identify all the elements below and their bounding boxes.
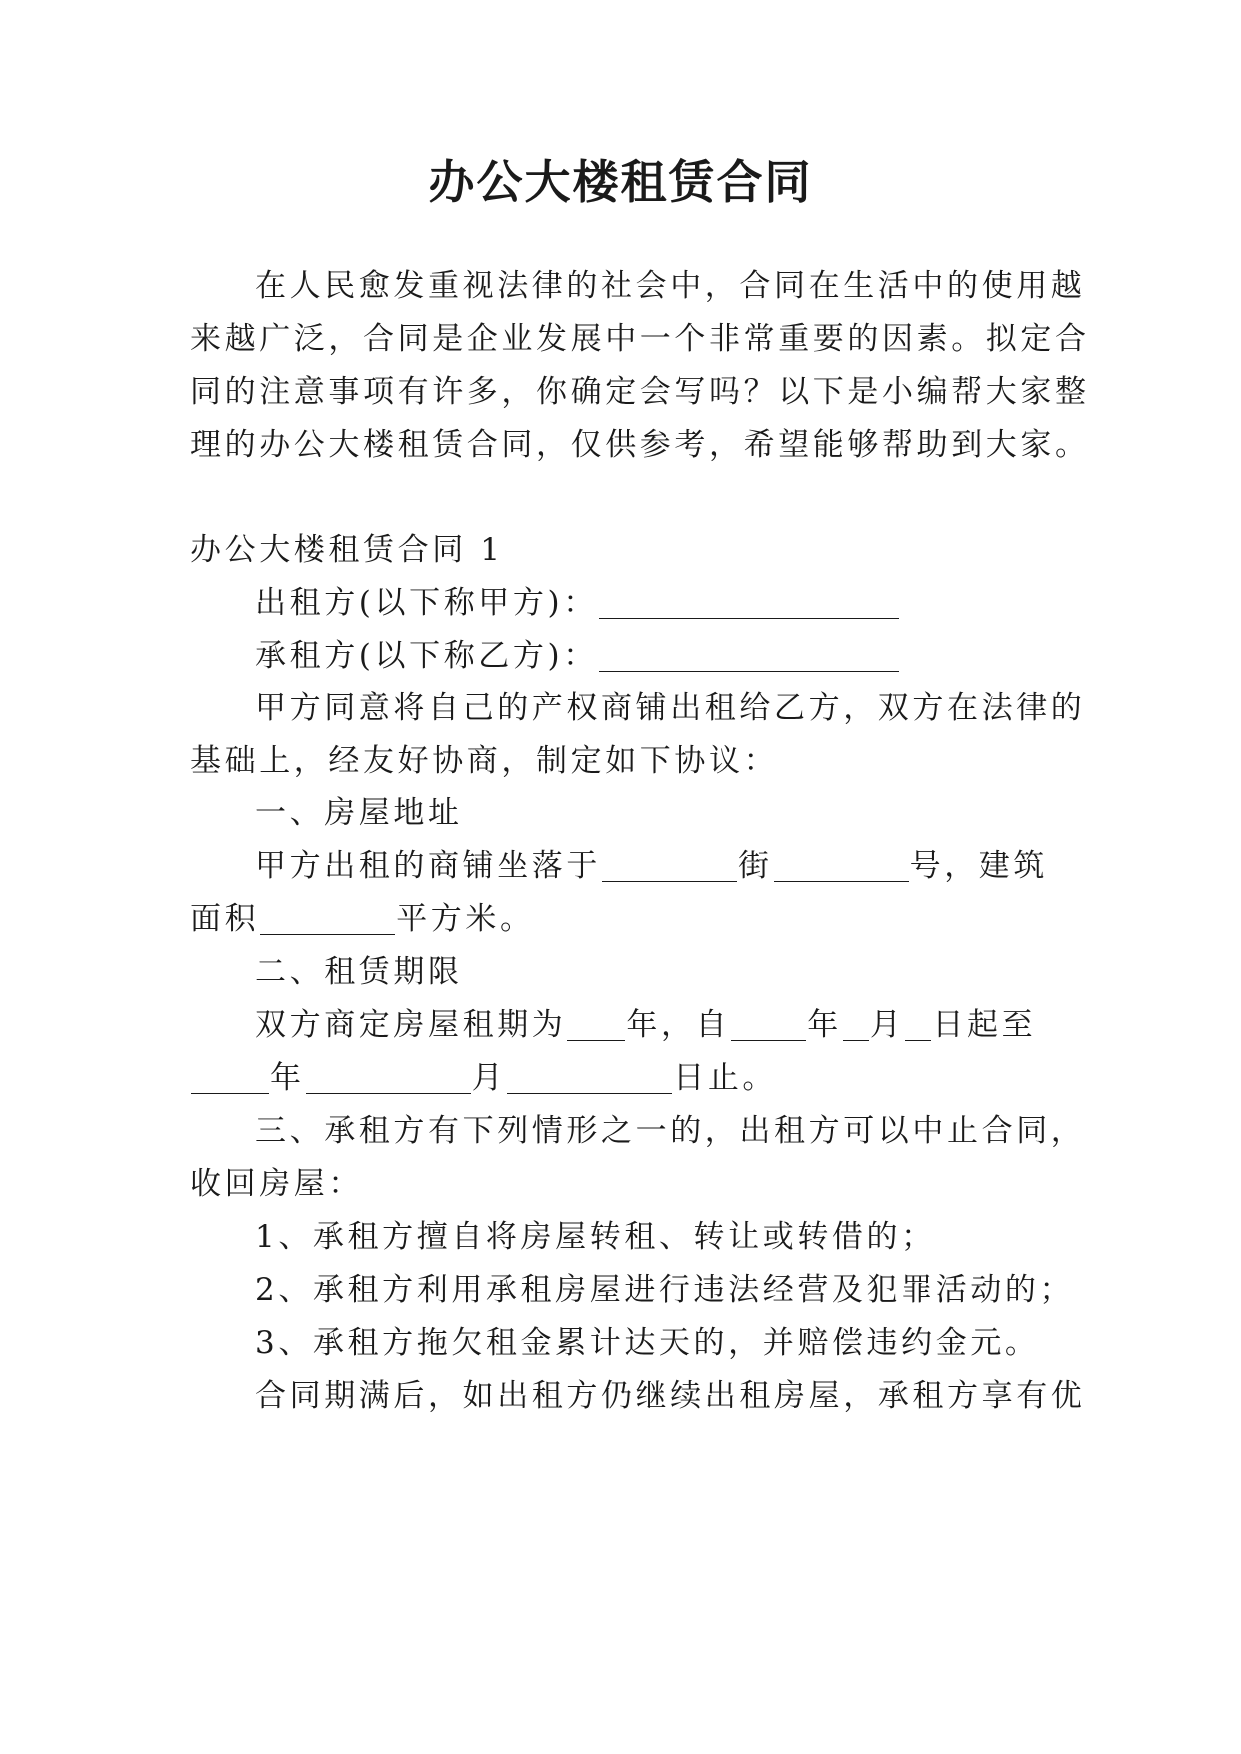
clause3-heading-line-2: 收回房屋： [190, 1166, 363, 1202]
clause1-text-street: 街 [738, 848, 773, 884]
lessee-line [255, 636, 1135, 676]
lessor-label: 出租方(以下称甲方)： [255, 585, 598, 621]
final-line: 合同期满后，如出租方仍继续出租房屋，承租方享有优 [255, 1378, 1086, 1414]
clause3-item-2: 2、承租方利用承租房屋进行违法经营及犯罪活动的； [255, 1272, 1075, 1308]
street-blank [602, 850, 737, 882]
section-heading: 办公大楼租赁合同 1 [190, 532, 504, 568]
clause1-text-unit: 平方米。 [396, 901, 535, 937]
clause2-text-end-year: 年 [270, 1060, 305, 1096]
clause2-text-start: 日起至 [932, 1007, 1037, 1043]
clause1-text-location: 甲方出租的商铺坐落于 [255, 848, 601, 884]
clause1-heading: 一、房屋地址 [255, 795, 463, 831]
document-title: 办公大楼租赁合同 [428, 155, 813, 209]
clause3-heading-line-1: 三、承租方有下列情形之一的，出租方可以中止合同， [255, 1113, 1086, 1149]
clause2-text-from: 年，自 [626, 1007, 731, 1043]
clause2-text-end-month: 月 [471, 1060, 507, 1096]
start-year-blank [731, 1009, 806, 1041]
clause1-text-number: 号，建筑 [909, 848, 1049, 884]
clause1-line-1 [255, 846, 1135, 886]
clause1-line-2 [190, 899, 1070, 939]
clause2-line-2 [190, 1058, 1070, 1098]
number-blank [774, 850, 909, 882]
intro-line-2: 来越广泛，合同是企业发展中一个非常重要的因素。拟定合 [190, 321, 1090, 357]
agreement-line-2: 基础上，经友好协商，制定如下协议： [190, 743, 779, 779]
start-day-blank [905, 1009, 931, 1041]
lessee-blank [599, 640, 899, 672]
clause3-item-3: 3、承租方拖欠租金累计达天的，并赔偿违约金元。 [255, 1325, 1040, 1361]
end-month-blank [306, 1062, 471, 1094]
area-blank [260, 903, 395, 935]
intro-line-3: 同的注意事项有许多，你确定会写吗？以下是小编帮大家整 [190, 374, 1090, 410]
end-day-blank [507, 1062, 672, 1094]
clause2-line-1 [255, 1005, 1135, 1045]
clause2-text-term: 双方商定房屋租期为 [255, 1007, 567, 1043]
clause2-text-year: 年 [807, 1007, 842, 1043]
intro-line-4: 理的办公大楼租赁合同，仅供参考，希望能够帮助到大家。 [190, 427, 1090, 463]
term-years-blank [567, 1009, 625, 1041]
clause2-text-month: 月 [869, 1007, 905, 1043]
intro-line-1: 在人民愈发重视法律的社会中，合同在生活中的使用越 [255, 268, 1086, 304]
clause2-heading: 二、租赁期限 [255, 954, 463, 990]
start-month-blank [843, 1009, 869, 1041]
end-year-blank [191, 1062, 269, 1094]
clause1-text-area: 面积 [190, 901, 260, 937]
lessee-label: 承租方(以下称乙方)： [255, 638, 598, 674]
lessor-line [255, 583, 1135, 623]
clause3-item-1: 1、承租方擅自将房屋转租、转让或转借的； [255, 1219, 936, 1255]
agreement-line-1: 甲方同意将自己的产权商铺出租给乙方，双方在法律的 [255, 690, 1086, 726]
lessor-blank [599, 587, 899, 619]
clause2-text-end: 日止。 [673, 1060, 778, 1096]
